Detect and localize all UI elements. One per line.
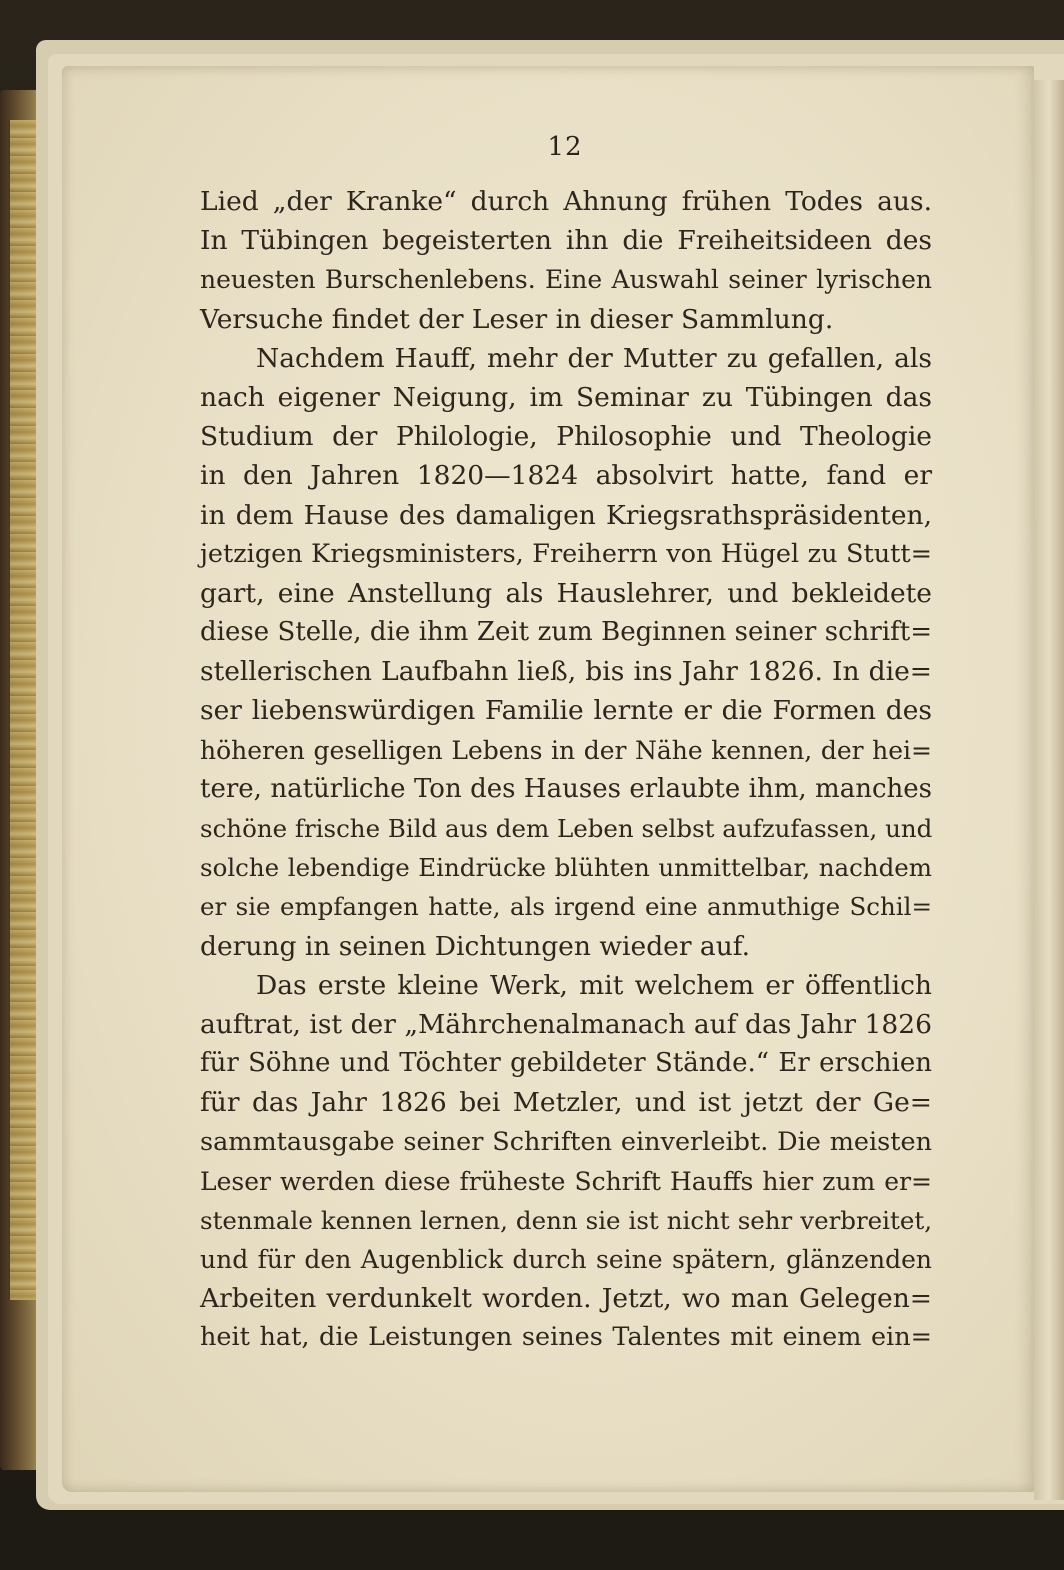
text-line: neuesten Burschenlebens. Eine Auswahl seiner lyrischen: [200, 265, 932, 295]
text-line: er sie empfangen hatte, als irgend eine anmuthige Schil=: [200, 892, 932, 922]
text-line: stellerischen Laufbahn ließ, bis ins Jahr 1826. In die=: [200, 656, 932, 688]
text-line: nach eigener Neigung, im Seminar zu Tübingen das: [200, 381, 932, 413]
page-right-edge: [1034, 80, 1064, 1500]
text-line: Leser werden diese früheste Schrift Hauffs hier zum er=: [200, 1166, 932, 1196]
text-line: Das erste kleine Werk, mit welchem er öffentlich: [256, 969, 932, 1001]
text-line: auftrat, ist der „Mährchenalmanach auf das Jahr 1826: [200, 1008, 932, 1040]
text-line: Versuche findet der Leser in dieser Sammlung.: [200, 303, 834, 335]
text-line: jetzigen Kriegsministers, Freiherrn von Hügel zu Stutt=: [200, 538, 932, 569]
page-number: 12: [547, 132, 583, 162]
text-line: für Söhne und Töchter gebildeter Stände.“ Er erschien: [200, 1048, 932, 1079]
text-line: diese Stelle, die ihm Zeit zum Beginnen seiner schrift=: [200, 617, 932, 648]
text-line: derung in seinen Dichtungen wieder auf.: [200, 930, 751, 962]
text-line: und für den Augenblick durch seine spätern, glänzenden: [200, 1245, 932, 1275]
text-line: in dem Hause des damaligen Kriegsrathspräsidenten,: [200, 499, 932, 531]
text-line: Lied „der Kranke“ durch Ahnung frühen Todes aus.: [200, 186, 932, 217]
text-line: ser liebenswürdigen Familie lernte er die Formen des: [200, 695, 932, 727]
body-text: [200, 182, 932, 1358]
text-line: heit hat, die Leistungen seines Talentes mit einem ein=: [200, 1322, 932, 1353]
text-line: tere, natürliche Ton des Hauses erlaubte ihm, manches: [200, 773, 932, 804]
text-line: höheren geselligen Lebens in der Nähe kennen, der hei=: [200, 735, 932, 765]
text-line: In Tübingen begeisterten ihn die Freiheitsideen des: [200, 225, 932, 257]
text-line: für das Jahr 1826 bei Metzler, und ist jetzt der Ge=: [200, 1087, 932, 1119]
text-line: stenmale kennen lernen, denn sie ist nicht sehr verbreitet,: [200, 1205, 932, 1235]
text-line: sammtausgabe seiner Schriften einverleibt. Die meisten: [200, 1126, 932, 1157]
text-line: gart, eine Anstellung als Hauslehrer, und bekleidete: [200, 577, 932, 609]
text-line: in den Jahren 1820—1824 absolvirt hatte, fand er: [200, 460, 932, 492]
text-line: solche lebendige Eindrücke blühten unmittelbar, nachdem: [200, 853, 932, 883]
text-line: Arbeiten verdunkelt worden. Jetzt, wo man Gelegen=: [200, 1283, 932, 1315]
text-line: schöne frische Bild aus dem Leben selbst aufzufassen, und: [200, 814, 933, 843]
text-line: Nachdem Hauff, mehr der Mutter zu gefallen, als: [256, 342, 932, 374]
text-line: Studium der Philologie, Philosophie und Theologie: [200, 421, 932, 453]
